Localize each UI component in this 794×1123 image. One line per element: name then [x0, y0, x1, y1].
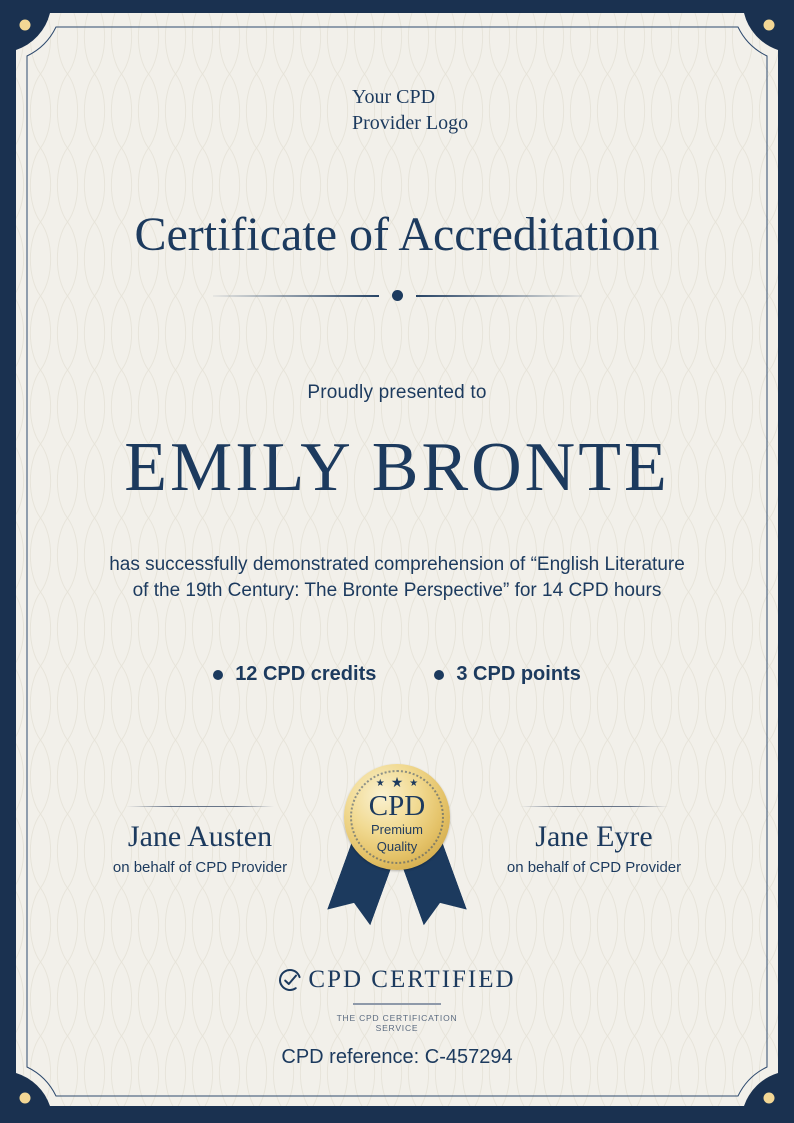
cpd-certified-brand-row — [278, 966, 515, 994]
gold-medal — [344, 764, 450, 870]
signature-line — [126, 806, 274, 807]
provider-logo-placeholder — [352, 84, 468, 136]
cpd-credits-label: 12 CPD credits — [235, 663, 377, 685]
brand-divider-rule — [353, 1003, 441, 1005]
presented-to-label: Proudly presented to — [307, 382, 487, 403]
signature-block-left — [110, 806, 290, 876]
provider-logo-line1: Your CPD — [352, 86, 436, 108]
divider-dot — [392, 290, 403, 301]
premium-quality-badge — [319, 757, 475, 937]
cpd-certified-logo — [0, 966, 794, 1033]
divider-line-left — [213, 295, 379, 297]
check-circle-icon — [278, 968, 302, 992]
cpd-points-label: 3 CPD points — [456, 663, 581, 685]
divider-line-right — [416, 295, 582, 297]
medal-subtitle-line1: Premium — [370, 822, 423, 837]
star-icon: ★ — [390, 776, 404, 791]
bullet-dot-icon — [434, 670, 444, 680]
cpd-credits-item — [213, 663, 376, 686]
medal-subtitle-line2: Quality — [376, 839, 418, 854]
provider-logo-line2: Provider Logo — [352, 112, 469, 134]
cpd-points-item — [434, 663, 580, 686]
star-icon: ★ — [409, 778, 419, 789]
certification-service-line2: SERVICE — [375, 1023, 419, 1033]
bullet-dot-icon — [213, 670, 223, 680]
certification-service-line1: THE CPD CERTIFICATION — [336, 1013, 458, 1023]
signature-block-right — [504, 806, 684, 876]
title-divider — [0, 290, 794, 301]
recipient-name: EMILY BRONTE — [124, 429, 670, 506]
cpd-certified-wordmark: CPD CERTIFIED — [308, 966, 516, 993]
achievement-description-line2: of the 19th Century: The Bronte Perspective” for 14 CPD hours — [132, 580, 662, 601]
certificate-title: Certificate of Accreditation — [134, 208, 660, 261]
achievement-description — [0, 552, 794, 604]
signatory-role: on behalf of CPD Provider — [112, 859, 288, 876]
signature-line — [520, 806, 668, 807]
cpd-reference: CPD reference: C-457294 — [281, 1046, 513, 1068]
signatory-name: Jane Eyre — [535, 820, 653, 853]
cpd-credit-points-row — [0, 663, 794, 686]
signatory-role: on behalf of CPD Provider — [506, 859, 682, 876]
medal-dotted-ring — [350, 770, 444, 864]
achievement-description-line1: has successfully demonstrated comprehension of “English Literature — [109, 554, 685, 575]
medal-title: CPD — [368, 790, 426, 822]
star-icon: ★ — [375, 778, 385, 789]
signatory-name: Jane Austen — [127, 820, 273, 853]
